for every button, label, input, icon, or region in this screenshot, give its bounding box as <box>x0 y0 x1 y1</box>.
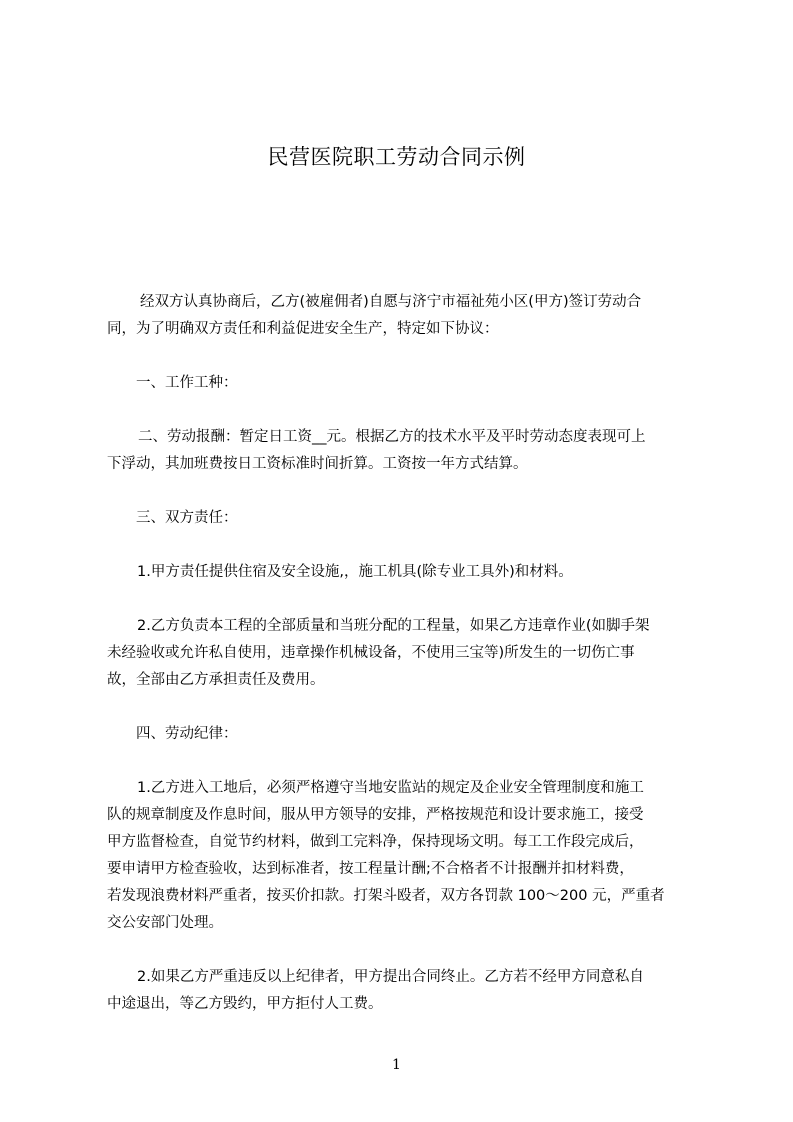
section-remuneration-line-1: 二、劳动报酬：暂定日工资__元。根据乙方的技术水平及平时劳动态度表现可上 <box>138 429 646 445</box>
discipline-item-2-line-1: 2.如果乙方严重违反以上纪律者，甲方提出合同终止。乙方若不经甲方同意私自 <box>137 969 644 985</box>
page-number: 1 <box>392 1057 401 1073</box>
responsibility-item-2-line-2: 未经验收或允许私自使用，违章操作机械设备，不使用三宝等)所发生的一切伤亡事 <box>107 645 635 661</box>
paragraph-intro-line-2: 同，为了明确双方责任和利益促进安全生产，特定如下协议： <box>107 321 499 337</box>
discipline-item-1-line-4: 要申请甲方检查验收，达到标准者，按工程量计酬;不合格者不计报酬并扣材料费， <box>107 861 634 877</box>
document-title: 民营医院职工劳动合同示例 <box>267 145 526 169</box>
discipline-item-1-line-2: 队的规章制度及作息时间，服从甲方领导的安排，严格按规范和设计要求施工，接受 <box>107 807 644 823</box>
section-heading-work-type: 一、工作工种： <box>136 375 238 391</box>
discipline-item-1-line-3: 甲方监督检查，自觉节约材料，做到工完料净，保持现场文明。每工工作段完成后， <box>107 834 644 850</box>
section-heading-discipline: 四、劳动纪律： <box>136 726 238 742</box>
paragraph-intro-line-1: 经双方认真协商后，乙方(被雇佣者)自愿与济宁市福祉苑小区(甲方)签订劳动合 <box>140 294 642 310</box>
discipline-item-2-line-2: 中途退出，等乙方毁约，甲方拒付人工费。 <box>107 996 383 1012</box>
responsibility-item-2-line-1: 2.乙方负责本工程的全部质量和当班分配的工程量，如果乙方违章作业(如脚手架 <box>137 618 650 634</box>
discipline-item-1-line-5: 若发现浪费材料严重者，按买价扣款。打架斗殴者，双方各罚款 100～200 元，严重者 <box>107 888 665 904</box>
responsibility-item-1: 1.甲方责任提供住宿及安全设施,，施工机具(除专业工具外)和材料。 <box>137 564 573 580</box>
discipline-item-1-line-1: 1.乙方进入工地后，必须严格遵守当地安监站的规定及企业安全管理制度和施工 <box>137 780 644 796</box>
responsibility-item-2-line-3: 故，全部由乙方承担责任及费用。 <box>107 672 325 688</box>
discipline-item-1-line-6: 交公安部门处理。 <box>107 915 223 931</box>
section-remuneration-line-2: 下浮动，其加班费按日工资标准时间折算。工资按一年方式结算。 <box>107 456 528 472</box>
section-heading-responsibilities: 三、双方责任： <box>136 510 238 526</box>
